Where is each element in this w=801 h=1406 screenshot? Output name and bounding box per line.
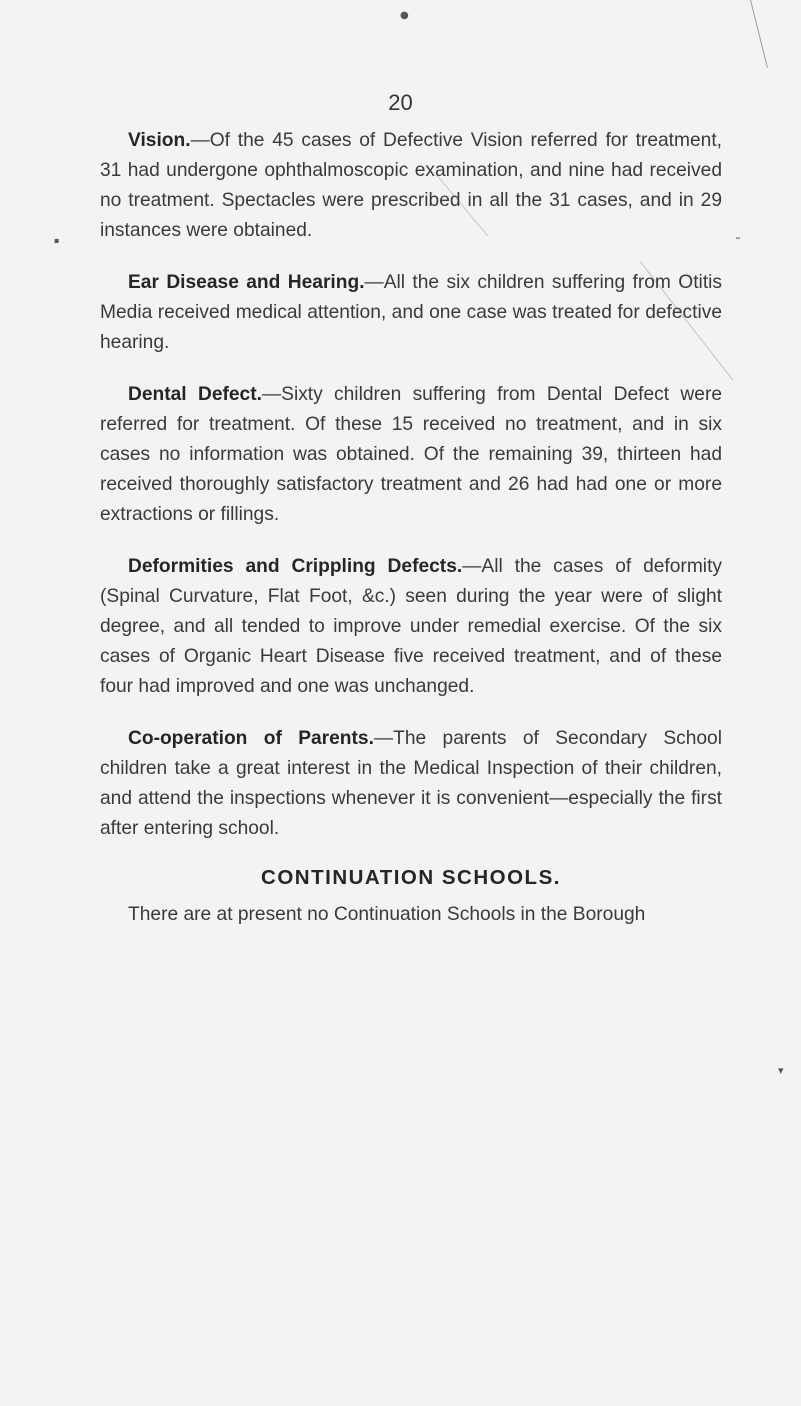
scan-dot-mark: ˜ <box>735 236 741 250</box>
section-body: —Sixty children suffering from Dental Defect were referred for treatment. Of these 15 received no treatment, and in six cases no information was obtained. Of the remaining 39, thirteen had received thoroughly satisfactory treatment and 26 had had one or more extractions or fillings. <box>100 384 722 525</box>
section-body: —All the cases of deformity (Spinal Curvature, Flat Foot, &c.) seen during the year were of slight degree, and all tended to improve under remedial exercise. Of the six cases of Organic Heart Disease five received treatment, and of these four had improved and one was unchanged. <box>100 556 722 697</box>
document-body <box>100 126 722 930</box>
scan-artifact-line <box>750 0 768 68</box>
section-heading: Dental Defect. <box>128 384 262 405</box>
section-heading: Deformities and Crippling Defects. <box>128 556 463 577</box>
paragraph-deformities <box>100 552 722 702</box>
section-body: —Of the 45 cases of Defective Vision referred for treatment, 31 had undergone ophthalmoscopic examination, and nine had received no treatment. Spectacles were prescribed in all the 31 cases, and in 29 instances were obtained. <box>100 130 722 241</box>
section-body: —The parents of Secondary School children take a great interest in the Medical Inspection of their children, and attend the inspections whenever it is convenient—especially the first after entering school. <box>100 728 722 839</box>
scan-dot-mark: ▪ <box>54 236 60 245</box>
paragraph-vision <box>100 126 722 246</box>
paragraph-dental-defect <box>100 380 722 530</box>
continuation-text: There are at present no Continuation Schools in the Borough <box>128 904 646 925</box>
section-body: —All the six children suffering from Otitis Media received medical attention, and one case was treated for defective hearing. <box>100 272 723 353</box>
section-heading: Co-operation of Parents. <box>128 728 374 749</box>
scan-dot-mark: ▾ <box>778 1064 784 1077</box>
section-heading: Ear Disease and Hearing. <box>128 272 365 293</box>
section-title-continuation: CONTINUATION SCHOOLS. <box>261 866 561 889</box>
page-number: 20 <box>388 90 413 115</box>
scan-dot-mark: ● <box>400 10 409 21</box>
paragraph-ear-disease <box>100 268 722 358</box>
section-heading: Vision. <box>128 130 191 151</box>
paragraph-cooperation <box>100 724 722 844</box>
